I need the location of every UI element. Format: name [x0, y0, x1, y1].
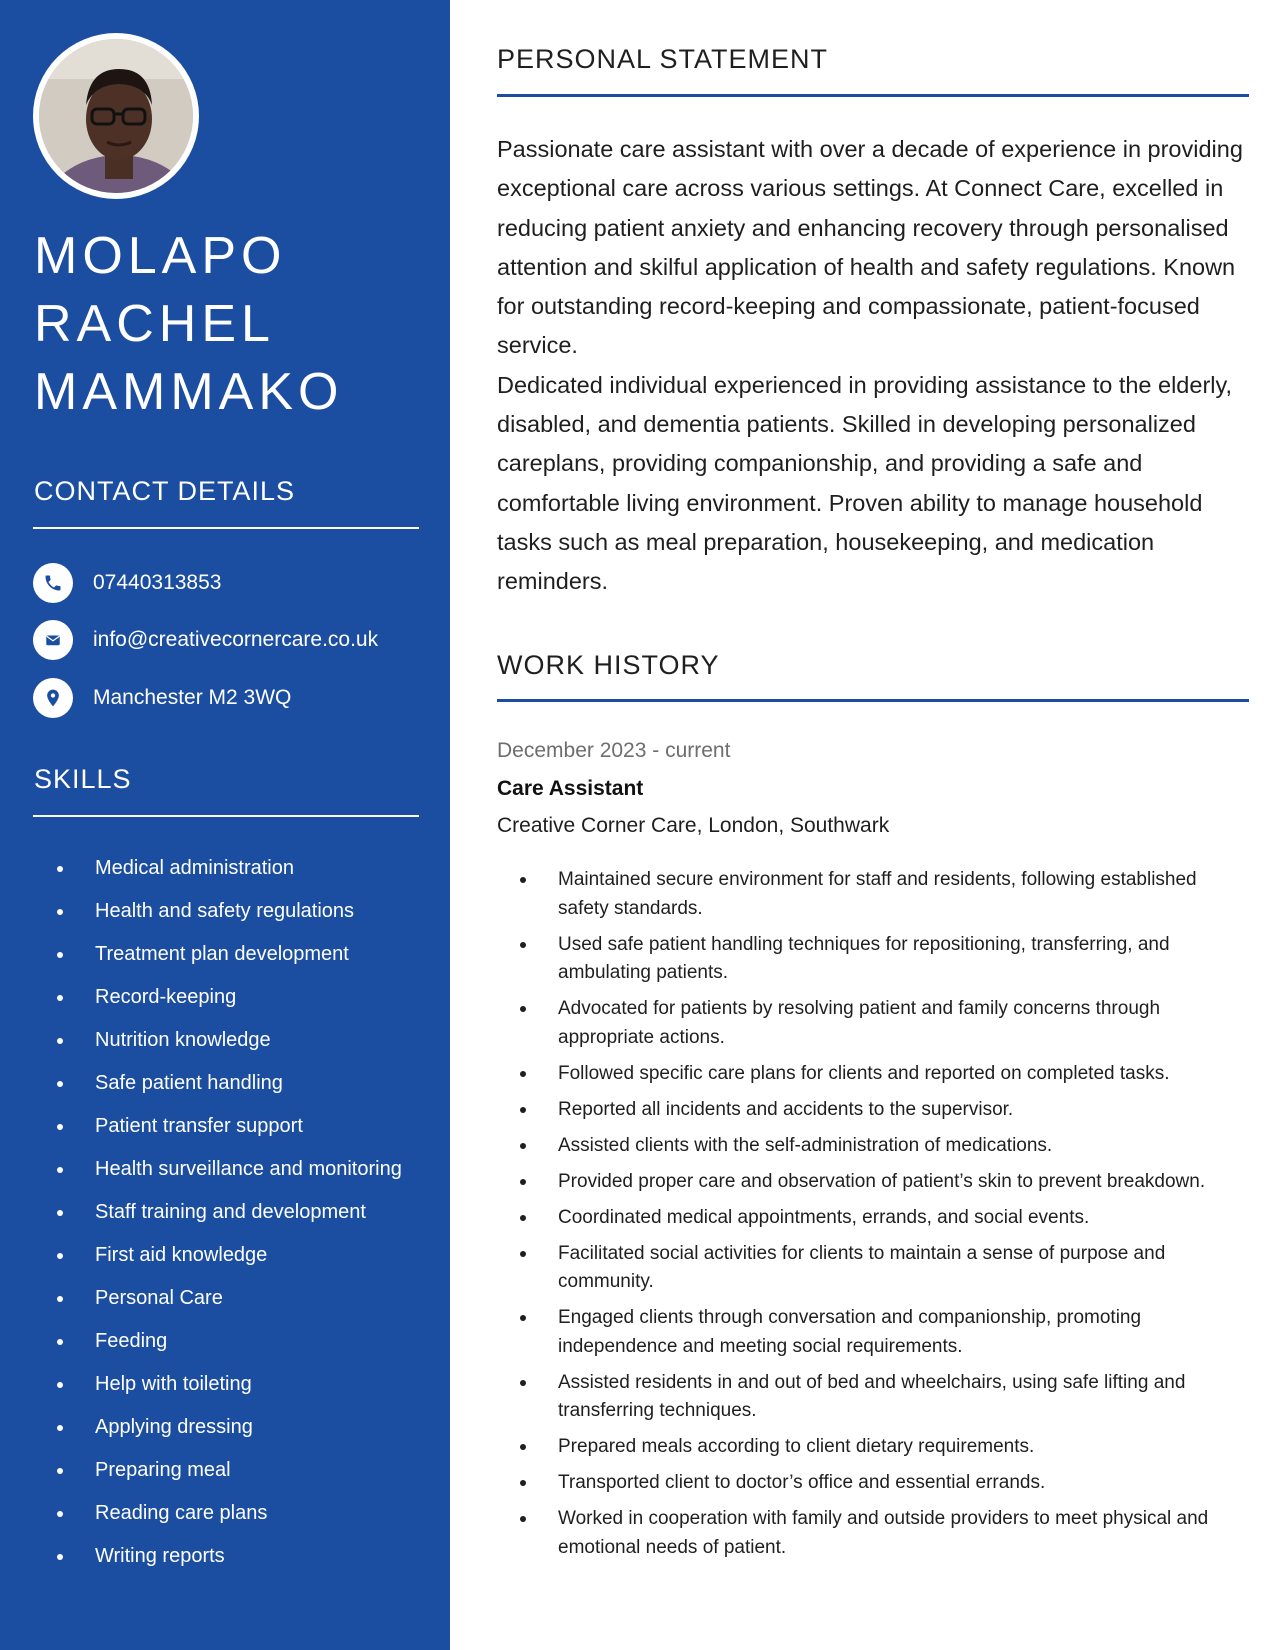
duty-item: Advocated for patients by resolving patient and family concerns through appropriate actions. — [497, 995, 1237, 1052]
name-middle: RACHEL — [34, 295, 275, 353]
location-text: Manchester M2 3WQ — [93, 686, 292, 709]
job-dates: December 2023 - current — [497, 739, 731, 762]
name-last: MAMMAKO — [34, 363, 344, 421]
duty-item: Prepared meals according to client dietary requirements. — [497, 1433, 1237, 1462]
contact-email[interactable] — [33, 620, 378, 660]
skill-item: Nutrition knowledge — [57, 1019, 402, 1062]
duty-item: Engaged clients through conversation and companionship, promoting independence and meeting social requirements. — [497, 1304, 1237, 1361]
skill-item: Safe patient handling — [57, 1062, 402, 1105]
duty-item: Followed specific care plans for clients and reported on completed tasks. — [497, 1060, 1237, 1089]
skill-item: Feeding — [57, 1320, 402, 1363]
personal-statement — [497, 130, 1249, 602]
candidate-name — [34, 222, 343, 426]
skill-item: Health and safety regulations — [57, 890, 402, 933]
skills-divider — [33, 815, 419, 817]
skills-list — [57, 847, 402, 1578]
contact-phone[interactable] — [33, 563, 221, 603]
contact-divider — [33, 527, 419, 529]
job-duties-list — [497, 866, 1237, 1570]
email-address: info@creativecornercare.co.uk — [93, 628, 379, 651]
duty-item: Transported client to doctor’s office and essential errands. — [497, 1469, 1237, 1498]
job-title: Care Assistant — [497, 777, 644, 800]
phone-number: 07440313853 — [93, 571, 222, 594]
skill-item: Medical administration — [57, 847, 402, 890]
duty-item: Worked in cooperation with family and outside providers to meet physical and emotional needs of patient. — [497, 1505, 1237, 1562]
location-pin-icon — [33, 678, 73, 718]
contact-heading: CONTACT DETAILS — [34, 476, 296, 506]
duty-item: Assisted residents in and out of bed and wheelchairs, using safe lifting and transferring techniques. — [497, 1369, 1237, 1426]
skill-item: Staff training and development — [57, 1191, 402, 1234]
skill-item: Treatment plan development — [57, 933, 402, 976]
name-first: MOLAPO — [34, 227, 287, 285]
skill-item: Preparing meal — [57, 1449, 402, 1492]
skill-item: Help with toileting — [57, 1363, 402, 1406]
skill-item: First aid knowledge — [57, 1234, 402, 1277]
duty-item: Maintained secure environment for staff and residents, following established safety standards. — [497, 866, 1237, 923]
statement-divider — [497, 94, 1249, 97]
statement-paragraph: Passionate care assistant with over a decade of experience in providing exceptional care across various settings. At Connect Care, excelled in reducing patient anxiety and enhancing recovery through personalised attention and skilful application of health and safety regulations. Known for outstanding record-keeping and compassionate, patient-focused service. — [497, 136, 1243, 359]
skill-item: Record-keeping — [57, 976, 402, 1019]
phone-icon — [33, 563, 73, 603]
skill-item: Reading care plans — [57, 1492, 402, 1535]
skill-item: Personal Care — [57, 1277, 402, 1320]
duty-item: Assisted clients with the self-administration of medications. — [497, 1132, 1237, 1161]
skill-item: Health surveillance and monitoring — [57, 1148, 402, 1191]
duty-item: Coordinated medical appointments, errands, and social events. — [497, 1204, 1237, 1233]
contact-location — [33, 678, 291, 718]
duty-item: Used safe patient handling techniques for repositioning, transferring, and ambulating patients. — [497, 931, 1237, 988]
person-photo-icon — [39, 39, 193, 193]
work-history-divider — [497, 699, 1249, 702]
duty-item: Reported all incidents and accidents to the supervisor. — [497, 1096, 1237, 1125]
sidebar — [0, 0, 450, 1650]
duty-item: Provided proper care and observation of patient’s skin to prevent breakdown. — [497, 1168, 1237, 1197]
avatar-photo — [39, 39, 193, 193]
skills-heading: SKILLS — [34, 764, 132, 794]
statement-heading: PERSONAL STATEMENT — [497, 44, 829, 74]
email-icon — [33, 620, 73, 660]
work-history-heading: WORK HISTORY — [497, 650, 720, 680]
avatar — [33, 33, 199, 199]
duty-item: Facilitated social activities for clients to maintain a sense of purpose and community. — [497, 1240, 1237, 1297]
job-company: Creative Corner Care, London, Southwark — [497, 814, 890, 837]
statement-paragraph: Dedicated individual experienced in providing assistance to the elderly, disabled, and dementia patients. Skilled in developing personalized careplans, providing companionship, and providing a safe and comfortable living environment. Proven ability to manage household tasks such as meal preparation, housekeeping, and medication reminders. — [497, 371, 1233, 595]
skill-item: Writing reports — [57, 1535, 402, 1578]
skill-item: Patient transfer support — [57, 1105, 402, 1148]
skill-item: Applying dressing — [57, 1406, 402, 1449]
